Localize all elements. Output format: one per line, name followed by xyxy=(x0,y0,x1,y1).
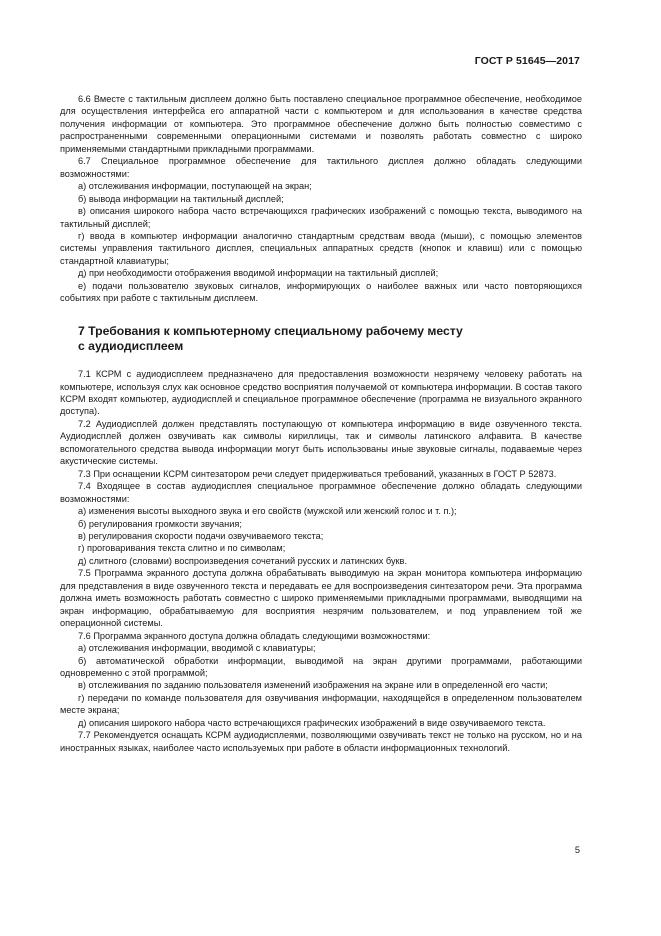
paragraph-7-4: 7.4 Входящее в состав аудиодисплея специальное программное обеспечение должно обладать следующими возможностями: xyxy=(60,481,582,504)
page-content xyxy=(60,93,582,754)
paragraph-7-5: 7.5 Программа экранного доступа должна обрабатывать выводимую на экран монитора компьютера информацию для представления в виде озвученного текста и передавать ее для воспроизведения синтезатором речи. Эта программа должна иметь возможность работать совместно с широко применяемыми прикладными программами, выводящими на экран информацию, обрабатываемую для восприятия незрячим пользователем, и под управлением той же операционной системы. xyxy=(60,568,582,629)
paragraph-7-6: 7.6 Программа экранного доступа должна обладать следующими возможностями: xyxy=(78,630,431,641)
paragraph-6-6: 6.6 Вместе с тактильным дисплеем должно быть поставлено специальное программное обеспечение, необходимое для осуществления интерфейса его аппаратной части с компьютером и для использования в качестве средства получения информации от компьютера. Это программное обеспечение должно быть полностью совместимо с распространенными современными операционными системами и позволять работать совместно с широко применяемыми стандартными прикладными программами. xyxy=(60,94,582,154)
list-item: в) описания широкого набора часто встречающихся графических изображений с помощью текста, выводимого на тактильный дисплей; xyxy=(60,206,582,229)
list-item: г) ввода в компьютер информации аналогично стандартным средствам ввода (мыши), с помощью элементов системы управления тактильного дисплея, специальных аппаратных средств (кнопок и клавиш) или с помощью стандартной клавиатуры; xyxy=(60,230,582,266)
list-item: б) регулирования громкости звучания; xyxy=(78,518,242,529)
paragraph-7-3: 7.3 При оснащении КСРМ синтезатором речи следует придерживаться требований, указанных в ГОСТ Р 52873. xyxy=(78,468,557,479)
paragraph-7-7: 7.7 Рекомендуется оснащать КСРМ аудиодисплеями, позволяющими озвучивать текст не только на русском, но и на иностранных языках, наиболее часто используемых при работе в области информационных технологий. xyxy=(60,730,582,753)
page-number: 5 xyxy=(574,845,580,855)
list-item: а) отслеживания информации, поступающей на экран; xyxy=(78,181,312,192)
list-item: д) описания широкого набора часто встречающихся графических изображений в виде озвучиваемого текста. xyxy=(78,717,546,728)
section-7-heading xyxy=(60,324,582,354)
paragraph-7-1: 7.1 КСРМ с аудиодисплеем предназначено для предоставления возможности незрячему человеку работать на компьютере, используя слух как основное средство восприятия получаемой от компьютера информации. В состав такого КСРМ входят компьютер, аудиодисплей и специальное программное обеспечение (программа не визуального экранного доступа). xyxy=(60,369,582,417)
document-id: ГОСТ Р 51645—2017 xyxy=(474,55,580,67)
list-item: б) автоматической обработки информации, выводимой на экран другими программами, работающими одновременно с этой программой; xyxy=(60,655,582,678)
list-item: а) отслеживания информации, вводимой с клавиатуры; xyxy=(78,643,316,654)
list-item: б) вывода информации на тактильный дисплей; xyxy=(78,193,284,204)
heading-line: 7 Требования к компьютерному специальному рабочему месту xyxy=(78,323,463,338)
list-item: г) передачи по команде пользователя для озвучивания информации, находящейся в определенном пользователем месте экрана; xyxy=(60,692,582,716)
heading-line: с аудиодисплеем xyxy=(78,338,184,353)
list-item: в) отслеживания по заданию пользователя изменений изображения на экране или в определенной его части; xyxy=(78,680,548,691)
list-item: д) слитного (словами) воспроизведения сочетаний русских и латинских букв. xyxy=(78,555,407,566)
list-item: е) подачи пользователю звуковых сигналов, информирующих о наиболее важных или часто повторяющихся событиях при работе с тактильным дисплеем. xyxy=(60,280,582,304)
list-item: а) изменения высоты выходного звука и его свойств (мужской или женский голос и т. п.); xyxy=(78,506,457,517)
paragraph-6-7: 6.7 Специальное программное обеспечение для тактильного дисплея должно обладать следующими возможностями: xyxy=(60,156,582,179)
paragraph-7-2: 7.2 Аудиодисплей должен представлять поступающую от компьютера информацию в виде озвученного текста. Аудиодисплей должен озвучивать как символы кириллицы, так и символы латинского алфавита. В качестве вспомогательного средства вывода информации могут быть использованы иные звуковые сигналы, подаваемые через акустические системы. xyxy=(60,418,582,467)
list-item: г) проговаривания текста слитно и по символам; xyxy=(78,543,286,554)
list-item: в) регулирования скорости подачи озвучиваемого текста; xyxy=(78,531,324,541)
list-item: д) при необходимости отображения вводимой информации на тактильный дисплей; xyxy=(78,268,439,279)
